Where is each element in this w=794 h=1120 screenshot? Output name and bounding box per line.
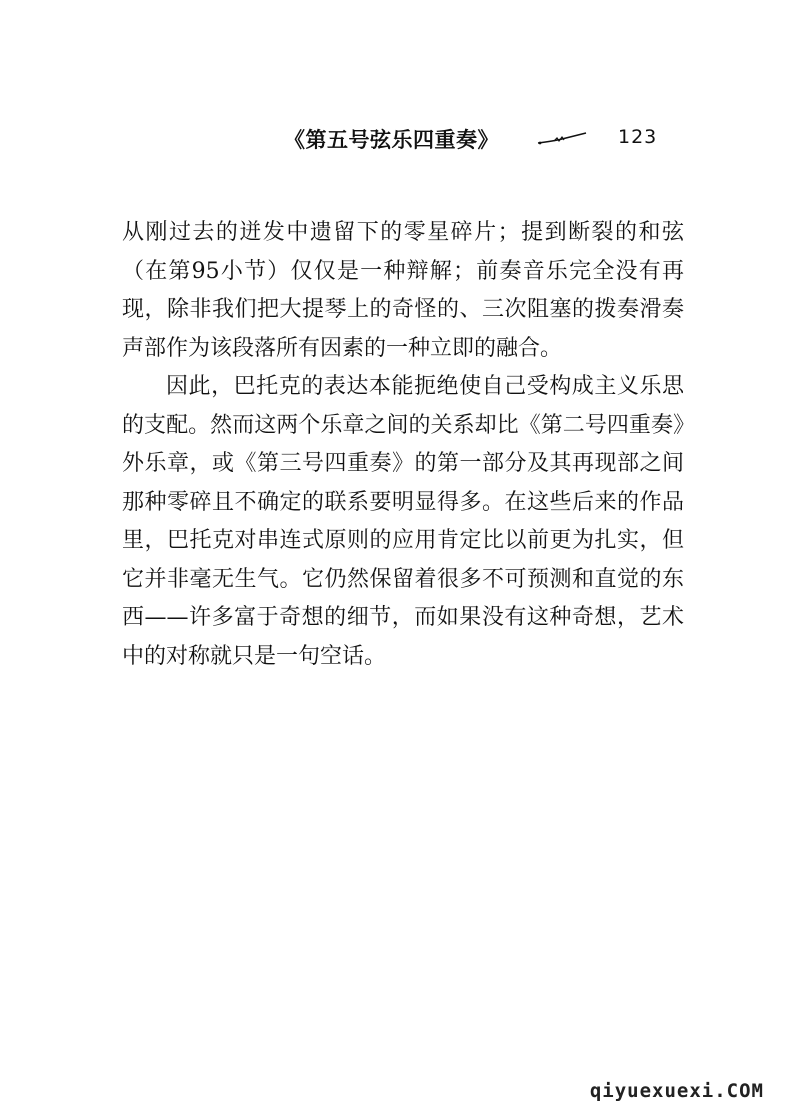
page-number: 123 (618, 126, 658, 148)
ornament-flourish-icon (536, 132, 588, 146)
running-head (284, 124, 684, 158)
site-watermark: qiyuexuexi.COM (589, 1080, 764, 1102)
body-text (122, 214, 684, 676)
running-title: 《第五号弦乐四重奏》 (284, 127, 499, 152)
paragraph-2: 因此，巴托克的表达本能扼绝使自己受构成主义乐思的支配。然而这两个乐章之间的关系却比《第二号四重奏》外乐章，或《第三号四重奏》的第一部分及其再现部之间那种零碎且不确定的联系要明显得多。在这些后来的作品里，巴托克对串连式原则的应用肯定比以前更为扎实，但它并非毫无生气。它仍然保留着很多不可预测和直觉的东西——许多富于奇想的细节，而如果没有这种奇想，艺术中的对称就只是一句空话。 (122, 374, 684, 669)
paragraph-1: 从刚过去的迸发中遗留下的零星碎片；提到断裂的和弦（在第95小节）仅仅是一种辩解；前奏音乐完全没有再现，除非我们把大提琴上的奇怪的、三次阻塞的拨奏滑奏声部作为该段落所有因素的一种立即的融合。 (122, 220, 684, 361)
